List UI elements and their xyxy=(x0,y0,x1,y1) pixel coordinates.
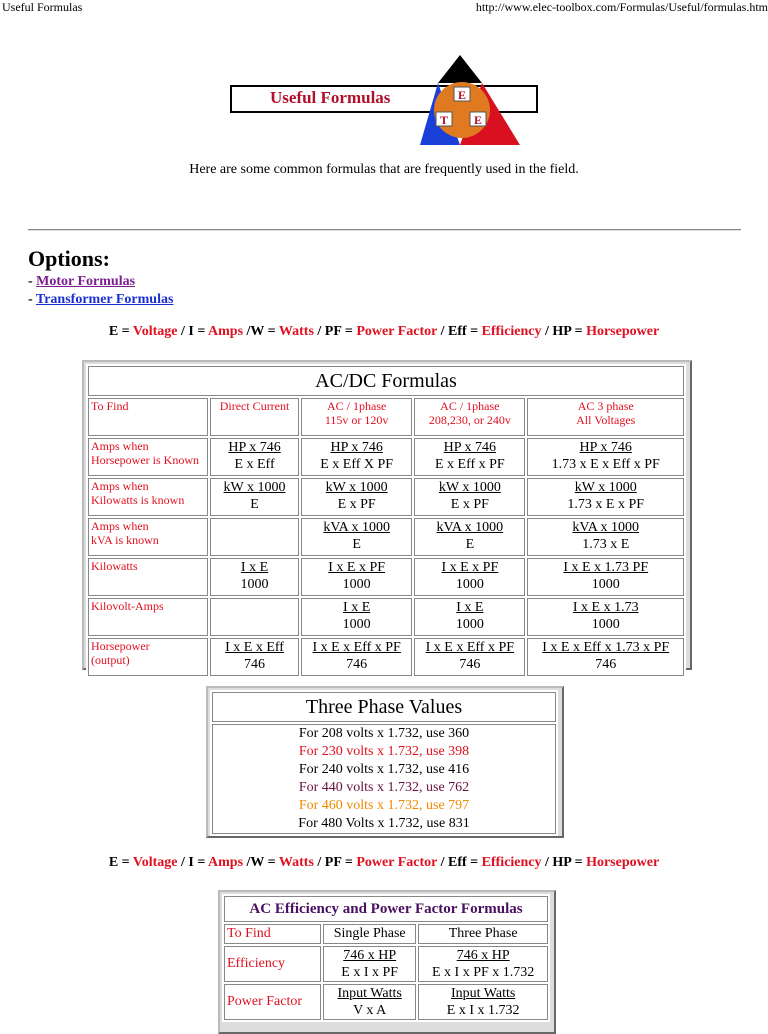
three-phase-line: For 460 volts x 1.732, use 797 xyxy=(298,798,470,813)
formula-numerator: I x E xyxy=(240,560,269,575)
formula-numerator: kW x 1000 xyxy=(325,480,388,495)
formula-cell xyxy=(210,558,299,596)
formula-numerator: I x E x 1.73 xyxy=(572,600,639,615)
legend-value: Horsepower xyxy=(586,855,660,870)
three-phase-line: For 230 volts x 1.732, use 398 xyxy=(298,744,470,759)
column-header: AC / 1phase 115v or 120v xyxy=(301,398,412,436)
three-phase-values xyxy=(212,724,556,834)
formula-denominator: 1000 xyxy=(591,617,620,632)
browser-print-header xyxy=(0,0,768,16)
formula-denominator: E x I x PF x 1.732 xyxy=(432,965,535,980)
legend-value: Voltage xyxy=(132,324,178,339)
table-row xyxy=(88,638,684,676)
formula-denominator: V x A xyxy=(353,1003,387,1018)
logo-letter-t: T xyxy=(439,113,449,127)
variable-legend xyxy=(0,324,768,340)
formula-numerator: HP x 746 xyxy=(228,440,281,455)
formula-cell xyxy=(301,598,412,636)
table-row xyxy=(88,558,684,596)
formula-cell xyxy=(527,558,684,596)
formula-numerator: I x E x PF xyxy=(441,560,499,575)
formula-cell xyxy=(527,598,684,636)
formula-denominator: 1000 xyxy=(240,577,269,592)
legend-key: / HP = xyxy=(541,855,587,870)
acdc-table xyxy=(86,364,686,678)
formula-denominator: 1000 xyxy=(455,617,484,632)
table-row xyxy=(88,438,684,476)
row-label: Kilowatts xyxy=(88,558,208,596)
formula-cell xyxy=(323,984,416,1020)
column-header: Three Phase xyxy=(418,924,548,944)
row-label: Horsepower (output) xyxy=(88,638,208,676)
page-title: Useful Formulas xyxy=(2,0,83,14)
option-transformer xyxy=(28,292,173,308)
formula-cell xyxy=(527,518,684,556)
formula-denominator: 746 xyxy=(459,657,481,672)
three-phase-line: For 480 Volts x 1.732, use 831 xyxy=(298,816,470,831)
table-row xyxy=(224,984,548,1020)
formula-cell xyxy=(210,438,299,476)
formula-numerator: I x E x Eff x 1.73 x PF xyxy=(542,640,670,655)
legend-value: Power Factor xyxy=(356,855,438,870)
transformer-formulas-link[interactable]: Transformer Formulas xyxy=(35,292,174,307)
table-row xyxy=(88,478,684,516)
formula-numerator: 746 x HP xyxy=(343,948,397,963)
formula-cell xyxy=(301,518,412,556)
formula-numerator: HP x 746 xyxy=(443,440,497,455)
column-header: Direct Current xyxy=(210,398,299,436)
formula-denominator: 746 xyxy=(244,657,266,672)
formula-cell xyxy=(323,946,416,982)
legend-key: / Eff = xyxy=(437,855,482,870)
formula-cell xyxy=(301,478,412,516)
formula-denominator: 1000 xyxy=(342,617,371,632)
logo-letter-e2: E xyxy=(473,113,483,127)
formula-denominator: 746 xyxy=(595,657,617,672)
legend-value: Watts xyxy=(278,855,314,870)
formula-numerator: I x E xyxy=(343,600,371,615)
table-row xyxy=(224,946,548,982)
legend-key: / PF = xyxy=(313,324,357,339)
option-prefix: - xyxy=(28,274,33,289)
column-header: AC 3 phase All Voltages xyxy=(527,398,684,436)
formula-cell xyxy=(414,598,525,636)
formula-numerator: I x E x Eff xyxy=(225,640,284,655)
logo-title: Useful Formulas xyxy=(270,88,391,107)
formula-cell xyxy=(301,438,412,476)
formula-cell xyxy=(301,558,412,596)
formula-cell xyxy=(210,478,299,516)
three-phase-values-table xyxy=(206,686,564,838)
formula-denominator: 1.73 x E x Eff x PF xyxy=(551,457,660,472)
formula-cell xyxy=(414,638,525,676)
formula-denominator: 746 xyxy=(346,657,368,672)
formula-cell xyxy=(414,558,525,596)
formula-cell xyxy=(414,478,525,516)
row-label: Amps when Kilowatts is known xyxy=(88,478,208,516)
row-label: Amps when Horsepower is Known xyxy=(88,438,208,476)
formula-denominator: 1.73 x E xyxy=(582,537,630,552)
legend-key: E = xyxy=(108,324,133,339)
formula-denominator: E x Eff X PF xyxy=(320,457,394,472)
formula-denominator: E x Eff x PF xyxy=(434,457,505,472)
formula-numerator: kVA x 1000 xyxy=(572,520,640,535)
formula-numerator: Input Watts xyxy=(337,986,402,1001)
legend-key: E = xyxy=(108,855,133,870)
row-label: Kilovolt-Amps xyxy=(88,598,208,636)
formula-denominator: E x Eff xyxy=(234,457,275,472)
legend-key: / HP = xyxy=(541,324,587,339)
formula-cell xyxy=(527,478,684,516)
formula-numerator: Input Watts xyxy=(450,986,516,1001)
page-url: http://www.elec-toolbox.com/Formulas/Useful/formulas.htm xyxy=(475,0,768,14)
formula-denominator: E x PF xyxy=(337,497,376,512)
formula-denominator: 1.73 x E x PF xyxy=(567,497,645,512)
efficiency-table xyxy=(222,894,550,1022)
legend-key: /W = xyxy=(243,855,279,870)
three-phase-title: Three Phase Values xyxy=(212,692,556,722)
legend-key: / PF = xyxy=(313,855,357,870)
formula-cell xyxy=(210,518,299,556)
formula-cell xyxy=(418,984,548,1020)
formula-numerator: I x E x PF xyxy=(328,560,386,575)
formula-numerator: HP x 746 xyxy=(579,440,632,455)
formula-numerator: kVA x 1000 xyxy=(323,520,390,535)
option-prefix: - xyxy=(28,292,33,307)
formula-numerator: HP x 746 xyxy=(330,440,383,455)
legend-value: Efficiency xyxy=(481,324,542,339)
legend-key: / Eff = xyxy=(437,324,482,339)
option-motor xyxy=(28,274,135,290)
motor-formulas-link[interactable]: Motor Formulas xyxy=(36,274,136,289)
formula-cell xyxy=(301,638,412,676)
formula-denominator: E x I x 1.732 xyxy=(446,1003,520,1018)
formula-cell xyxy=(527,638,684,676)
formula-numerator: kW x 1000 xyxy=(438,480,501,495)
options-heading: Options: xyxy=(28,246,110,271)
variable-legend-repeat xyxy=(0,855,768,871)
acdc-formulas-table xyxy=(82,360,692,670)
formula-denominator: E xyxy=(352,537,361,552)
formula-cell xyxy=(418,946,548,982)
formula-denominator: 1000 xyxy=(455,577,484,592)
acdc-title: AC/DC Formulas xyxy=(88,366,684,396)
table-row xyxy=(88,518,684,556)
formula-numerator: 746 x HP xyxy=(456,948,510,963)
formula-numerator: kW x 1000 xyxy=(223,480,286,495)
legend-value: Horsepower xyxy=(586,324,660,339)
formula-cell xyxy=(414,518,525,556)
three-phase-line: For 208 volts x 1.732, use 360 xyxy=(298,726,470,741)
row-label: Efficiency xyxy=(224,946,321,982)
three-phase-line: For 240 volts x 1.732, use 416 xyxy=(298,762,470,777)
formula-cell xyxy=(414,438,525,476)
column-header: Single Phase xyxy=(323,924,416,944)
formula-numerator: I x E x Eff x PF xyxy=(425,640,515,655)
legend-value: Efficiency xyxy=(481,855,542,870)
formula-numerator: kW x 1000 xyxy=(574,480,637,495)
logo-letter-e1: E xyxy=(457,88,467,102)
formula-numerator: I x E x Eff x PF xyxy=(312,640,401,655)
formula-denominator: E xyxy=(465,537,475,552)
efficiency-title: AC Efficiency and Power Factor Formulas xyxy=(224,896,548,922)
legend-value: Voltage xyxy=(132,855,178,870)
formula-numerator: I x E xyxy=(456,600,484,615)
useful-formulas-logo xyxy=(230,55,540,150)
legend-value: Watts xyxy=(278,324,314,339)
intro-text: Here are some common formulas that are frequently used in the field. xyxy=(189,162,579,177)
ete-triangle-icon xyxy=(420,55,540,150)
legend-key: /W = xyxy=(243,324,279,339)
row-label: Power Factor xyxy=(224,984,321,1020)
three-phase-line: For 440 volts x 1.732, use 762 xyxy=(298,780,470,795)
formula-denominator: 1000 xyxy=(342,577,371,592)
column-header: To Find xyxy=(224,924,321,944)
formula-numerator: kVA x 1000 xyxy=(436,520,504,535)
legend-value: Amps xyxy=(208,855,244,870)
column-header: To Find xyxy=(88,398,208,436)
column-header: AC / 1phase 208,230, or 240v xyxy=(414,398,525,436)
formula-cell xyxy=(210,598,299,636)
three-phase-table xyxy=(210,690,558,836)
legend-key: / I = xyxy=(177,324,209,339)
formula-cell xyxy=(527,438,684,476)
legend-key: / I = xyxy=(177,855,209,870)
legend-value: Power Factor xyxy=(356,324,438,339)
efficiency-pf-table xyxy=(218,890,556,1034)
formula-denominator: E x PF xyxy=(450,497,489,512)
table-row xyxy=(88,598,684,636)
formula-numerator: I x E x 1.73 PF xyxy=(563,560,649,575)
formula-cell xyxy=(210,638,299,676)
formula-denominator: E xyxy=(250,497,259,512)
formula-denominator: E x I x PF xyxy=(341,965,399,980)
horizontal-divider xyxy=(28,229,741,231)
formula-denominator: 1000 xyxy=(591,577,620,592)
legend-value: Amps xyxy=(208,324,244,339)
row-label: Amps when kVA is known xyxy=(88,518,208,556)
